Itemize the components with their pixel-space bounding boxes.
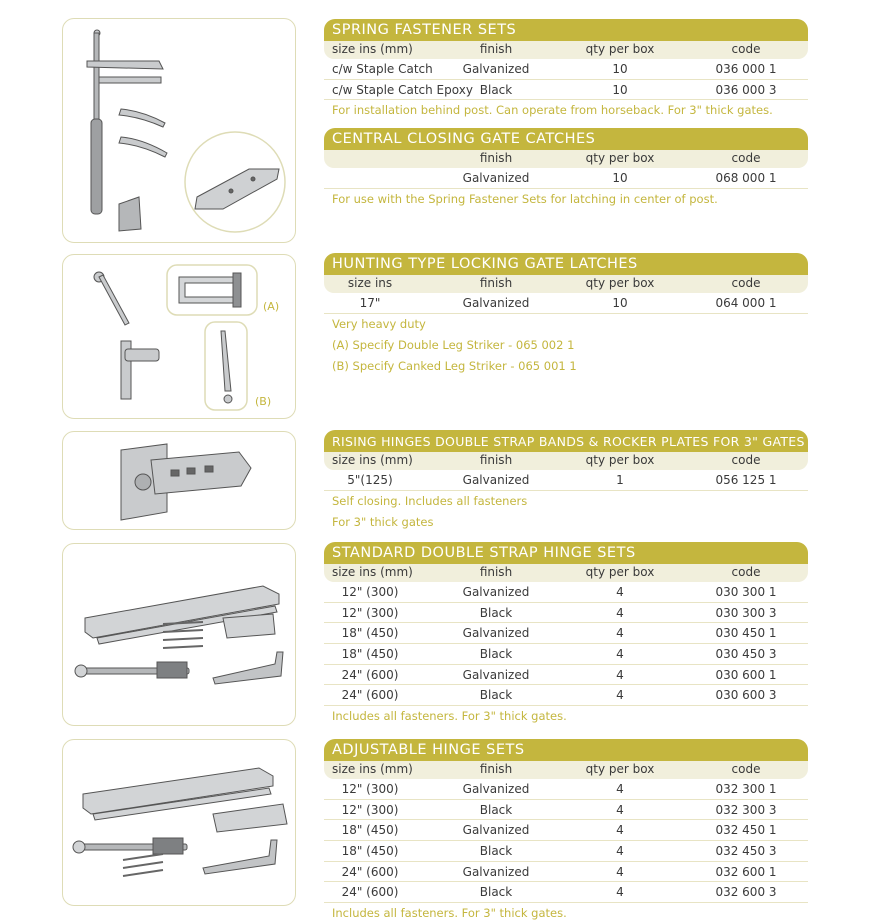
cell-finish: Galvanized <box>462 782 530 796</box>
cell-finish: Black <box>479 844 513 859</box>
cell-code: 030 450 1 <box>715 626 777 641</box>
cell-qty: 10 <box>612 296 628 310</box>
col-finish: finish <box>479 762 513 776</box>
section-title: STANDARD DOUBLE STRAP HINGE SETS <box>324 542 808 564</box>
cell-qty: 4 <box>616 844 624 859</box>
cell-qty: 1 <box>616 473 624 487</box>
col-code: code <box>731 453 761 467</box>
cell-size: 24" (600) <box>341 885 399 900</box>
column-headers <box>324 150 808 168</box>
label-b: (B) <box>255 395 272 408</box>
section-title: SPRING FASTENER SETS <box>324 19 808 41</box>
cell-finish: Galvanized <box>462 296 530 310</box>
col-code: code <box>731 762 761 776</box>
standard-hinge-image <box>62 543 296 726</box>
cell-size: 18" (450) <box>341 626 399 641</box>
cell-code: 032 300 3 <box>715 802 777 817</box>
table-row <box>324 779 808 800</box>
col-qty: qty per box <box>585 276 655 290</box>
section-note: (A) Specify Double Leg Striker - 065 002 1 <box>332 337 575 352</box>
cell-qty: 4 <box>616 626 624 641</box>
rising-hinge-illustration <box>63 432 297 531</box>
section-note: Very heavy duty <box>332 316 426 331</box>
cell-size: 24" (600) <box>341 688 399 703</box>
cell-finish: Black <box>479 688 513 703</box>
column-headers <box>324 275 808 293</box>
col-qty: qty per box <box>585 151 655 165</box>
cell-code: 036 000 3 <box>715 82 777 97</box>
cell-qty: 4 <box>616 864 624 879</box>
cell-finish: Galvanized <box>462 823 530 838</box>
cell-size: 17" <box>359 296 381 310</box>
cell-qty: 4 <box>616 823 624 838</box>
cell-size: 18" (450) <box>341 823 399 838</box>
cell-code: 030 300 3 <box>715 605 777 620</box>
cell-finish: Black <box>479 647 513 662</box>
spring-fastener-section <box>324 19 808 121</box>
section-note: For 3" thick gates <box>332 514 434 529</box>
cell-qty: 10 <box>612 62 628 76</box>
cell-qty: 10 <box>612 82 628 97</box>
table-row <box>324 168 808 189</box>
cell-qty: 4 <box>616 802 624 817</box>
adjustable-hinge-image <box>62 739 296 906</box>
table-row <box>324 685 808 706</box>
col-finish: finish <box>479 276 513 290</box>
section-title: CENTRAL CLOSING GATE CATCHES <box>324 128 808 150</box>
cell-finish: Black <box>479 802 513 817</box>
cell-finish: Galvanized <box>462 171 530 185</box>
column-headers <box>324 452 808 470</box>
column-headers <box>324 41 808 59</box>
cell-code: 032 450 1 <box>715 823 777 838</box>
cell-code: 056 125 1 <box>715 473 777 487</box>
table-row <box>324 603 808 624</box>
cell-qty: 4 <box>616 647 624 662</box>
label-a: (A) <box>263 300 280 313</box>
col-size: size ins (mm) <box>332 762 413 776</box>
col-qty: qty per box <box>585 565 655 579</box>
col-qty: qty per box <box>585 453 655 467</box>
central-catch-section <box>324 128 808 210</box>
cell-code: 030 600 1 <box>715 667 777 682</box>
cell-finish: Galvanized <box>462 864 530 879</box>
col-finish: finish <box>479 151 513 165</box>
adjustable-hinge-section <box>324 739 808 924</box>
cell-qty: 4 <box>616 585 624 599</box>
col-code: code <box>731 42 761 56</box>
table-row <box>324 800 808 821</box>
cell-size: 12" (300) <box>341 802 399 817</box>
cell-code: 032 600 3 <box>715 885 777 900</box>
table-row <box>324 59 808 80</box>
spring-fastener-image <box>62 18 296 243</box>
cell-code: 068 000 1 <box>715 171 777 185</box>
column-headers <box>324 761 808 779</box>
table-row <box>324 582 808 603</box>
col-finish: finish <box>479 453 513 467</box>
cell-size: 12" (300) <box>341 605 399 620</box>
adjustable-hinge-illustration <box>63 740 297 907</box>
col-size: size ins (mm) <box>332 42 413 56</box>
cell-qty: 4 <box>616 688 624 703</box>
section-note: For installation behind post. Can operate from horseback. For 3" thick gates. <box>332 103 773 118</box>
rising-hinge-section <box>324 430 808 533</box>
cell-size: c/w Staple Catch Epoxy <box>332 82 473 97</box>
cell-qty: 4 <box>616 885 624 900</box>
section-note: Self closing. Includes all fasteners <box>332 493 528 508</box>
rising-hinge-image <box>62 431 296 530</box>
cell-finish: Galvanized <box>462 585 530 599</box>
section-title: RISING HINGES DOUBLE STRAP BANDS & ROCKER PLATES FOR 3" GATES <box>324 430 808 452</box>
cell-finish: Black <box>479 605 513 620</box>
section-title: HUNTING TYPE LOCKING GATE LATCHES <box>324 253 808 275</box>
cell-code: 030 600 3 <box>715 688 777 703</box>
col-size: size ins (mm) <box>332 565 413 579</box>
cell-qty: 4 <box>616 605 624 620</box>
section-title: ADJUSTABLE HINGE SETS <box>324 739 808 761</box>
cell-qty: 10 <box>612 171 628 185</box>
cell-code: 032 450 3 <box>715 844 777 859</box>
cell-finish: Galvanized <box>462 667 530 682</box>
table-row <box>324 665 808 686</box>
cell-size: 12" (300) <box>341 782 399 796</box>
col-size: size ins (mm) <box>332 453 413 467</box>
cell-finish: Galvanized <box>462 473 530 487</box>
cell-code: 032 300 1 <box>715 782 777 796</box>
cell-code: 030 300 1 <box>715 585 777 599</box>
cell-size: 18" (450) <box>341 647 399 662</box>
table-row <box>324 862 808 883</box>
section-note: For use with the Spring Fastener Sets for latching in center of post. <box>332 191 718 206</box>
hunting-latch-image <box>62 254 296 419</box>
cell-code: 030 450 3 <box>715 647 777 662</box>
section-note: Includes all fasteners. For 3" thick gates. <box>332 906 567 921</box>
table-row <box>324 644 808 665</box>
cell-finish: Black <box>479 885 513 900</box>
cell-size: c/w Staple Catch <box>332 62 433 76</box>
col-finish: finish <box>479 565 513 579</box>
col-code: code <box>731 276 761 290</box>
cell-size: 5"(125) <box>347 473 393 487</box>
table-row <box>324 841 808 862</box>
section-note: Includes all fasteners. For 3" thick gates. <box>332 709 567 724</box>
column-headers <box>324 564 808 582</box>
cell-qty: 4 <box>616 667 624 682</box>
standard-hinge-section <box>324 542 808 727</box>
table-row <box>324 470 808 491</box>
table-row <box>324 80 808 101</box>
cell-size: 24" (600) <box>341 864 399 879</box>
cell-finish: Galvanized <box>462 62 530 76</box>
table-row <box>324 293 808 314</box>
cell-size: 18" (450) <box>341 844 399 859</box>
cell-code: 036 000 1 <box>715 62 777 76</box>
cell-finish: Galvanized <box>462 626 530 641</box>
hunting-latch-section <box>324 253 808 377</box>
cell-size: 12" (300) <box>341 585 399 599</box>
cell-code: 064 000 1 <box>715 296 777 310</box>
col-size: size ins <box>347 276 393 290</box>
col-code: code <box>731 565 761 579</box>
table-row <box>324 820 808 841</box>
cell-finish: Black <box>479 82 513 97</box>
section-note: (B) Specify Canked Leg Striker - 065 001 1 <box>332 358 577 373</box>
cell-size: 24" (600) <box>341 667 399 682</box>
col-code: code <box>731 151 761 165</box>
table-row <box>324 882 808 903</box>
spring-fastener-illustration <box>63 19 297 244</box>
standard-hinge-illustration <box>63 544 297 727</box>
col-finish: finish <box>479 42 513 56</box>
cell-code: 032 600 1 <box>715 864 777 879</box>
table-row <box>324 623 808 644</box>
col-qty: qty per box <box>585 42 655 56</box>
col-qty: qty per box <box>585 762 655 776</box>
cell-qty: 4 <box>616 782 624 796</box>
